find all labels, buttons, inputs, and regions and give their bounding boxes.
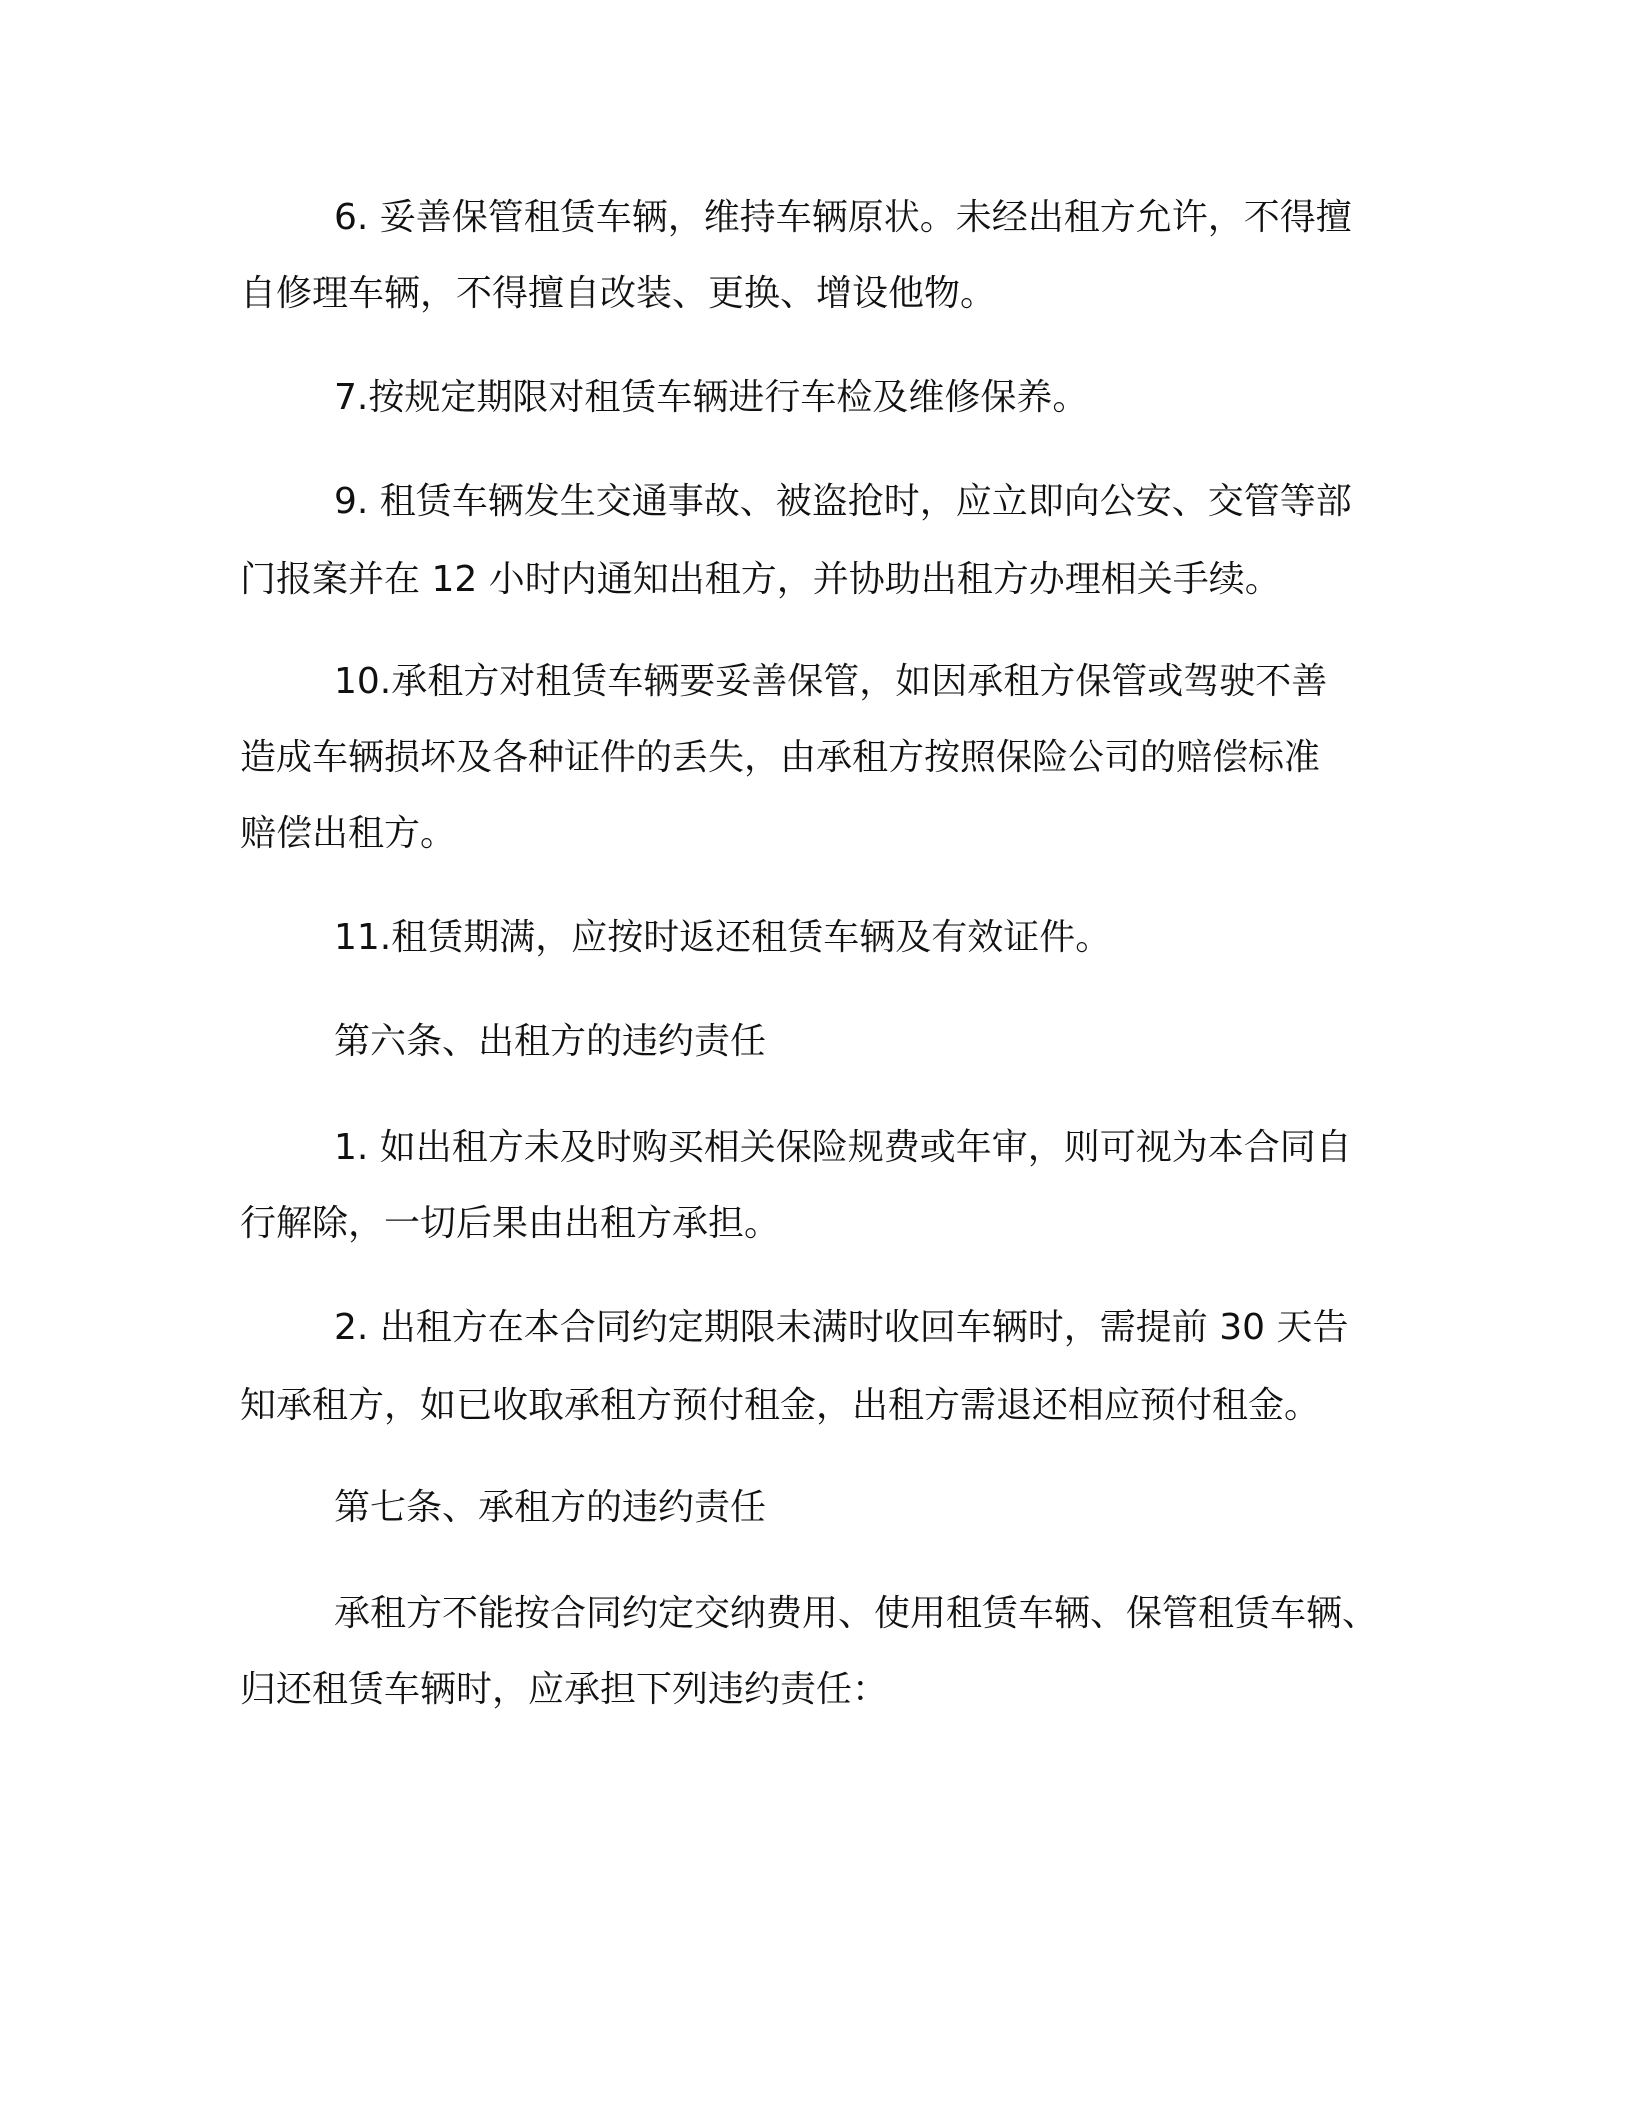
article-7-paragraph-line-1: 承租方不能按合同约定交纳费用、使用租赁车辆、保管租赁车辆、 xyxy=(334,1593,1379,1634)
article-6-item-2-line-2: 知承租方，如已收取承租方预付租金，出租方需退还相应预付租金。 xyxy=(240,1385,1321,1426)
clause-6-line-1: 6. 妥善保管租赁车辆，维持车辆原状。未经出租方允许，不得擅 xyxy=(334,197,1352,238)
article-7-paragraph-line-2: 归还租赁车辆时，应承担下列违约责任： xyxy=(240,1669,889,1710)
article-6-item-1-line-1: 1. 如出租方未及时购买相关保险规费或年审，则可视为本合同自 xyxy=(334,1127,1352,1168)
article-6-item-1-line-2: 行解除，一切后果由出租方承担。 xyxy=(240,1203,781,1244)
clause-6-line-2: 自修理车辆，不得擅自改装、更换、增设他物。 xyxy=(240,273,997,314)
clause-7-line-1: 7.按规定期限对租赁车辆进行车检及维修保养。 xyxy=(334,377,1089,418)
clause-10-line-3: 赔偿出租方。 xyxy=(240,813,457,854)
clause-9-line-1: 9. 租赁车辆发生交通事故、被盗抢时，应立即向公安、交管等部 xyxy=(334,481,1352,522)
clause-10-line-1: 10.承租方对租赁车辆要妥善保管，如因承租方保管或驾驶不善 xyxy=(334,661,1328,702)
clause-9-line-2: 门报案并在 12 小时内通知出租方，并协助出租方办理相关手续。 xyxy=(240,559,1281,600)
article-6-item-2-line-1: 2. 出租方在本合同约定期限未满时收回车辆时，需提前 30 天告 xyxy=(334,1307,1349,1348)
clause-11-line-1: 11.租赁期满，应按时返还租赁车辆及有效证件。 xyxy=(334,917,1112,958)
clause-10-line-2: 造成车辆损坏及各种证件的丢失，由承租方按照保险公司的赔偿标准 xyxy=(240,737,1321,778)
article-6-heading: 第六条、出租方的违约责任 xyxy=(334,1021,767,1062)
article-7-heading: 第七条、承租方的违约责任 xyxy=(334,1487,767,1528)
